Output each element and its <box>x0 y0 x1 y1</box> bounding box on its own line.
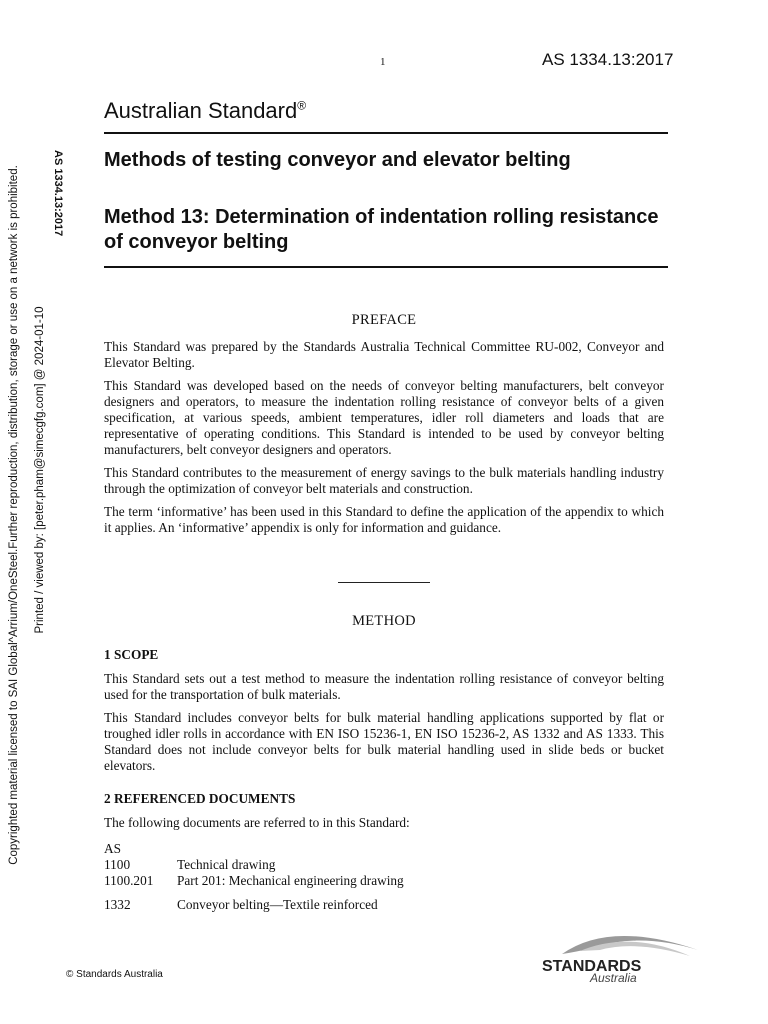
preface-paragraph: This Standard was developed based on the needs of conveyor belting manufacturers, belt conveyor designers and operators, to measure the indentation rolling resistance of conveyor belts of a given specification, at various speeds, ambient temperatures, idler roll diameters and loads that are representative of operating conditions. This Standard is intended to be used by conveyor belting manufacturers, belt conveyor designers and operators. <box>104 378 664 457</box>
sidebar-printed-by: Printed / viewed by: [peter.pham@simecgfg.com] @ 2024-01-10 <box>34 306 46 634</box>
sidebar-copyright: Copyrighted material licensed to SAI Global^Arrium/OneSteel.Further reproduction, distribution, storage or use on a network is prohibited. <box>8 165 20 865</box>
references-intro: The following documents are referred to in this Standard: <box>104 815 410 830</box>
reference-code: 1100 <box>104 857 131 872</box>
scope-paragraph: This Standard sets out a test method to measure the indentation rolling resistance of conveyor belting used for the transportation of bulk materials. <box>104 671 664 702</box>
references-heading: 2 REFERENCED DOCUMENTS <box>104 791 296 806</box>
references-group: AS <box>104 841 121 856</box>
reference-title: Technical drawing <box>177 857 276 872</box>
scope-heading: 1 SCOPE <box>104 647 159 662</box>
reference-title: Part 201: Mechanical engineering drawing <box>177 873 404 888</box>
reference-row <box>104 889 404 913</box>
reference-row <box>104 873 404 889</box>
logo-wordmark: STANDARDS <box>542 958 642 975</box>
preface-paragraph: This Standard contributes to the measurement of energy savings to the bulk materials handling industry through the optimization of conveyor belt materials and construction. <box>104 465 664 496</box>
logo-swoosh-icon <box>540 926 700 986</box>
title-rule-bottom <box>104 266 668 268</box>
registered-mark: ® <box>297 98 307 113</box>
reference-code: 1100.201 <box>104 873 154 888</box>
preface-heading: PREFACE <box>351 312 417 328</box>
references-list <box>104 857 404 913</box>
series-title <box>104 98 306 124</box>
method-heading: METHOD <box>352 613 416 629</box>
section-divider <box>338 582 430 583</box>
preface-paragraph: This Standard was prepared by the Standards Australia Technical Committee RU-002, Conveyor and Elevator Belting. <box>104 339 664 370</box>
reference-code: 1332 <box>104 897 131 912</box>
scope-paragraph: This Standard includes conveyor belts for bulk material handling applications supported by flat or troughed idler rolls in accordance with EN ISO 15236-1, EN ISO 15236-2, AS 1332 and AS 1333. This Standard does not include conveyor belts for bulk material handling used in slide beds or bucket elevators. <box>104 710 664 773</box>
method-title: Method 13: Determination of indentation rolling resistance of conveyor belting <box>104 206 659 253</box>
reference-title: Conveyor belting—Textile reinforced <box>177 897 378 912</box>
page-number: 1 <box>380 56 386 68</box>
series-name: Australian Standard <box>104 98 298 123</box>
title-rule-top <box>104 132 668 134</box>
sidebar-code: AS 1334.13:2017 <box>52 150 64 237</box>
document-title: Methods of testing conveyor and elevator belting <box>104 149 571 171</box>
footer-copyright: © Standards Australia <box>66 969 163 980</box>
preface-paragraph: The term ‘informative’ has been used in this Standard to define the application of the appendix to which it applies. An ‘informative’ appendix is only for information and guidance. <box>104 504 664 535</box>
standard-code: AS 1334.13:2017 <box>542 50 674 69</box>
document-body <box>104 312 664 913</box>
logo-subtitle: Australia <box>590 971 637 985</box>
reference-row <box>104 857 404 873</box>
standards-australia-logo <box>540 926 700 986</box>
